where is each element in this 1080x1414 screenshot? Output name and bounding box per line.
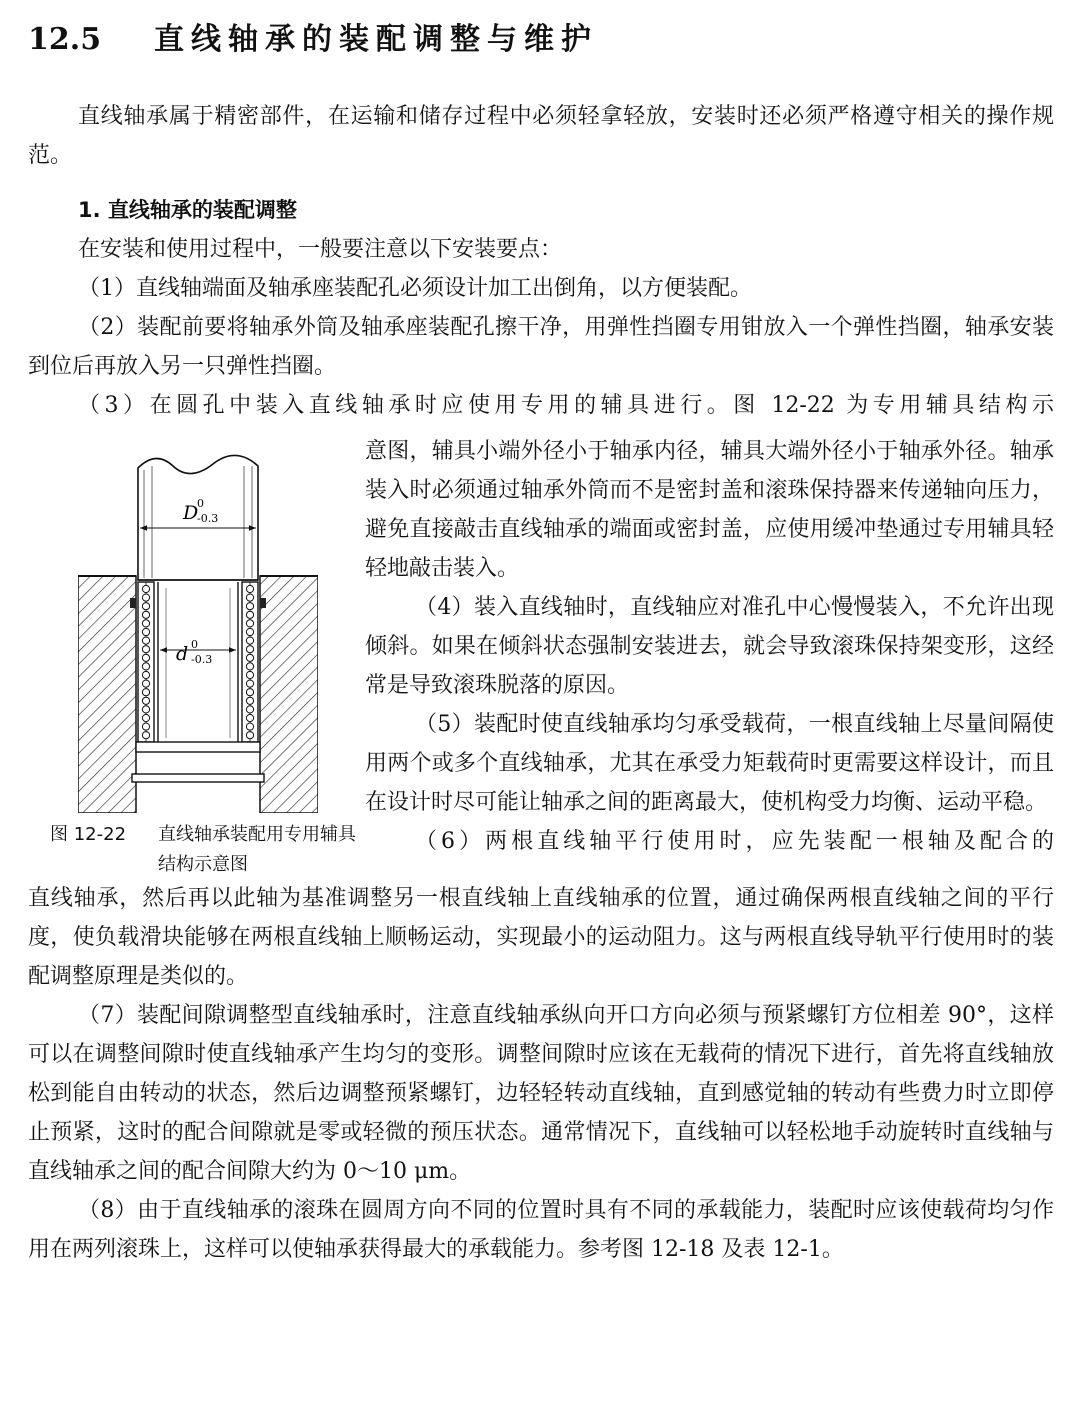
intro-paragraph: 直线轴承属于精密部件，在运输和储存过程中必须轻拿轻放，安装时还必须严格遵守相关的操作规范。: [28, 104, 1054, 168]
bearing-ball: [246, 585, 253, 592]
item-2: （2）装配前要将轴承外筒及轴承座装配孔擦干净，用弹性挡圈专用钳放入一个弹性挡圈，轴承安装到位后再放入另一只弹性挡圈。: [28, 315, 1054, 379]
item-4: （4）装入直线轴时，直线轴应对准孔中心慢慢装入，不允许出现倾斜。如果在倾斜状态强制安装进去，就会导致滚珠保持架变形，这经常是导致滚珠脱落的原因。: [365, 595, 1054, 698]
bearing-ball: [246, 689, 253, 696]
bearing-ball: [142, 637, 149, 644]
svg-text:0: 0: [191, 638, 198, 651]
bearing-ball: [142, 611, 149, 618]
bearing-ball: [142, 680, 149, 687]
items-block-1: [28, 191, 1054, 425]
subsection-heading: 1. 直线轴承的装配调整: [78, 198, 297, 222]
tool-small-end: [158, 582, 238, 742]
bearing-ball: [142, 706, 149, 713]
bearing-ball: [142, 723, 149, 730]
bearing-ball: [246, 628, 253, 635]
bearing-ball: [246, 706, 253, 713]
bearing-ball: [142, 689, 149, 696]
bearing-ball: [246, 611, 253, 618]
bearing-ball: [142, 663, 149, 670]
items-block-2: [28, 879, 1054, 1269]
section-number: 12.5: [28, 22, 102, 57]
bearing-ball: [142, 732, 149, 739]
bearing-ball: [142, 585, 149, 592]
bearing-ball: [246, 646, 253, 653]
figure-caption-text: 直线轴承装配用专用辅具结构示意图: [158, 824, 356, 875]
bearing-ball: [142, 594, 149, 601]
bearing-ball: [246, 637, 253, 644]
section-title: [28, 14, 598, 58]
lead-paragraph: 在安装和使用过程中，一般要注意以下安装要点：: [78, 237, 563, 262]
item-7: （7）装配间隙调整型直线轴承时，注意直线轴承纵向开口方向必须与预紧螺钉方位相差 90°，这样可以在调整间隙时使直线轴承产生均匀的变形。调整间隙时应该在无载荷的情况下进行，首先将直线轴放松到能自由转动的状态，然后边调整预紧螺钉，边轻轻转动直线轴，直到感觉轴的转动有些费力时立即停止预紧，这时的配合间隙就是零或轻微的预压状态。通常情况下，直线轴可以轻松地手动旋转时直线轴与直线轴承之间的配合间隙大约为 0～10 μm。: [28, 1003, 1054, 1184]
svg-text:0: 0: [197, 497, 204, 510]
bearing-ball: [246, 671, 253, 678]
svg-text:-0.3: -0.3: [197, 512, 219, 525]
bearing-ball: [142, 654, 149, 661]
intro-block: [28, 97, 1054, 175]
item-6-rest: 直线轴承，然后再以此轴为基准调整另一根直线轴上直线轴承的位置，通过确保两根直线轴之间的平行度，使负载滑块能够在两根直线轴上顺畅运动，实现最小的运动阻力。这与两根直线导轨平行使用时的装配调整原理是类似的。: [28, 886, 1054, 989]
bearing-ball: [246, 697, 253, 704]
linear-bearing: [132, 582, 264, 782]
figure-caption-number: 图 12-22: [50, 824, 127, 845]
item-8: （8）由于直线轴承的滚珠在圆周方向不同的位置时具有不同的承载能力，装配时应该使载荷均匀作用在两列滚珠上，这样可以使轴承获得最大的承载能力。参考图 12-18 及表 12-1。: [28, 1198, 1054, 1262]
svg-text:D: D: [183, 502, 199, 524]
bearing-tool-figure: [78, 448, 318, 813]
bearing-ball: [246, 663, 253, 670]
bearing-ball: [246, 620, 253, 627]
item-5: （5）装配时使直线轴承均匀承受载荷，一根直线轴上尽量间隔使用两个或多个直线轴承，尤其在承受力矩载荷时更需要这样设计，而且在设计时尽可能让轴承之间的距离最大，使机构受力均衡、运动平稳。: [365, 712, 1054, 815]
bearing-ball: [246, 654, 253, 661]
bearing-ball: [142, 646, 149, 653]
svg-text:d: d: [176, 643, 189, 665]
item-3-first-line: （3）在圆孔中装入直线轴承时应使用专用的辅具进行。图 12-22 为专用辅具结构示: [78, 393, 1054, 418]
bearing-ball: [142, 671, 149, 678]
bearing-ball: [246, 714, 253, 721]
bearing-ball: [142, 620, 149, 627]
svg-text:-0.3: -0.3: [191, 653, 213, 666]
bearing-ball: [142, 603, 149, 610]
item-1: （1）直线轴端面及轴承座装配孔必须设计加工出倒角，以方便装配。: [78, 276, 752, 301]
bearing-ball: [246, 594, 253, 601]
item-3-rest: 意图，辅具小端外径小于轴承内径，辅具大端外径小于轴承外径。轴承装入时必须通过轴承外筒而不是密封盖和滚珠保持器来传递轴向压力，避免直接敲击直线轴承的端面或密封盖，应使用缓冲垫通过专用辅具轻轻地敲击装入。: [365, 439, 1054, 581]
bearing-ball: [142, 628, 149, 635]
section-heading: 直线轴承的装配调整与维护: [154, 22, 598, 57]
wrap-column: [365, 432, 1054, 861]
bearing-ball: [246, 680, 253, 687]
bearing-ball: [246, 732, 253, 739]
bearing-ball: [142, 697, 149, 704]
tool-large-end: [138, 455, 258, 580]
item-6-first-line: （6）两根直线轴平行使用时，应先装配一根轴及配合的: [415, 829, 1054, 854]
bearing-ball: [142, 714, 149, 721]
bearing-ball: [246, 723, 253, 730]
bearing-ball: [246, 603, 253, 610]
